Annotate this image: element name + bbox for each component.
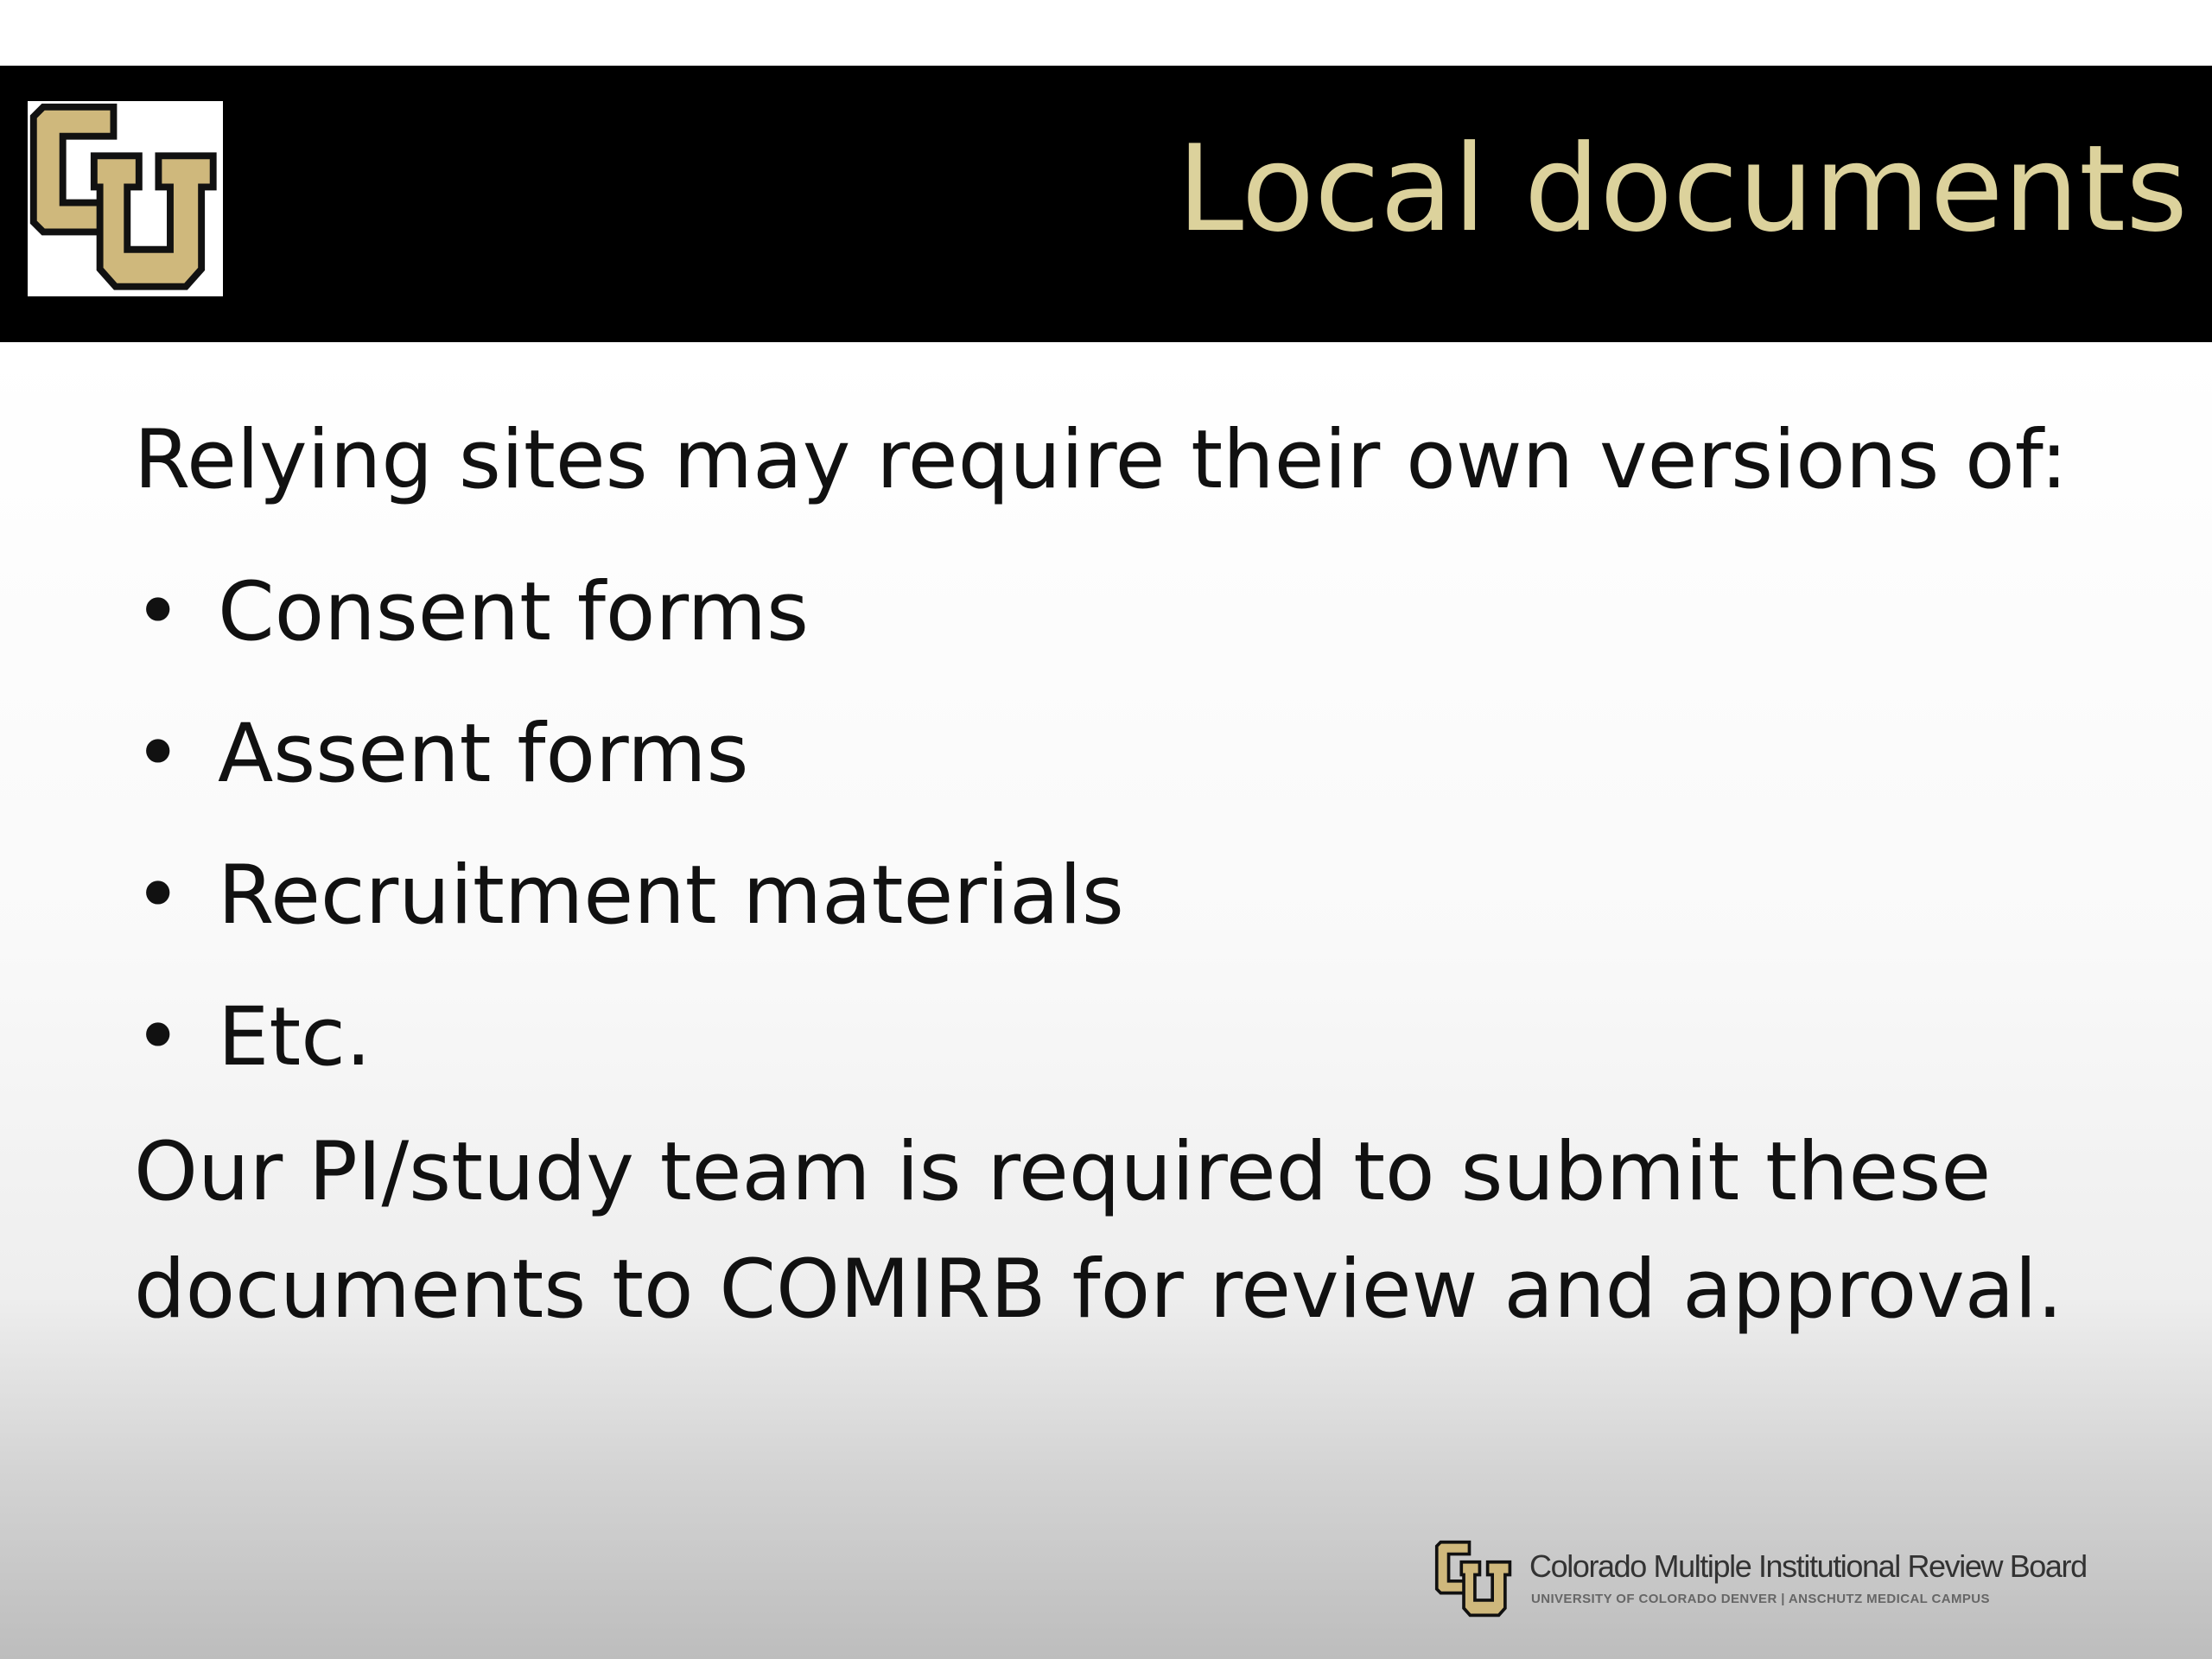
- list-item: [134, 542, 2147, 683]
- footer-subtitle: UNIVERSITY OF COLORADO DENVER | ANSCHUTZ MEDICAL CAMPUS: [1531, 1592, 1990, 1606]
- list-item: [134, 967, 2147, 1109]
- bullet-dot: •: [134, 565, 182, 659]
- slide-title: Local documents: [1177, 119, 2188, 258]
- intro-text: Relying sites may require their own versions of:: [134, 413, 2069, 507]
- bullet-list: [134, 542, 2147, 1109]
- footer-brand: [1434, 1536, 2091, 1618]
- bullet-text: Recruitment materials: [218, 849, 1124, 943]
- bullet-dot: •: [134, 990, 182, 1084]
- bullet-text: Assent forms: [218, 707, 749, 801]
- conclusion-line: Our PI/study team is required to submit these: [134, 1125, 1992, 1219]
- conclusion-line: documents to COMIRB for review and approval.: [134, 1243, 2063, 1337]
- list-item: [134, 825, 2147, 967]
- bullet-text: Etc.: [218, 990, 372, 1084]
- cu-logo-icon: [28, 101, 223, 296]
- top-band: [0, 0, 2212, 66]
- bullet-dot: •: [134, 849, 182, 943]
- bullet-text: Consent forms: [218, 565, 809, 659]
- footer-organization: Colorado Multiple Institutional Review Board: [1529, 1548, 2087, 1584]
- slide-body: [134, 402, 2147, 1349]
- cu-logo-icon: [1434, 1540, 1514, 1619]
- bullet-dot: •: [134, 707, 182, 801]
- list-item: [134, 683, 2147, 825]
